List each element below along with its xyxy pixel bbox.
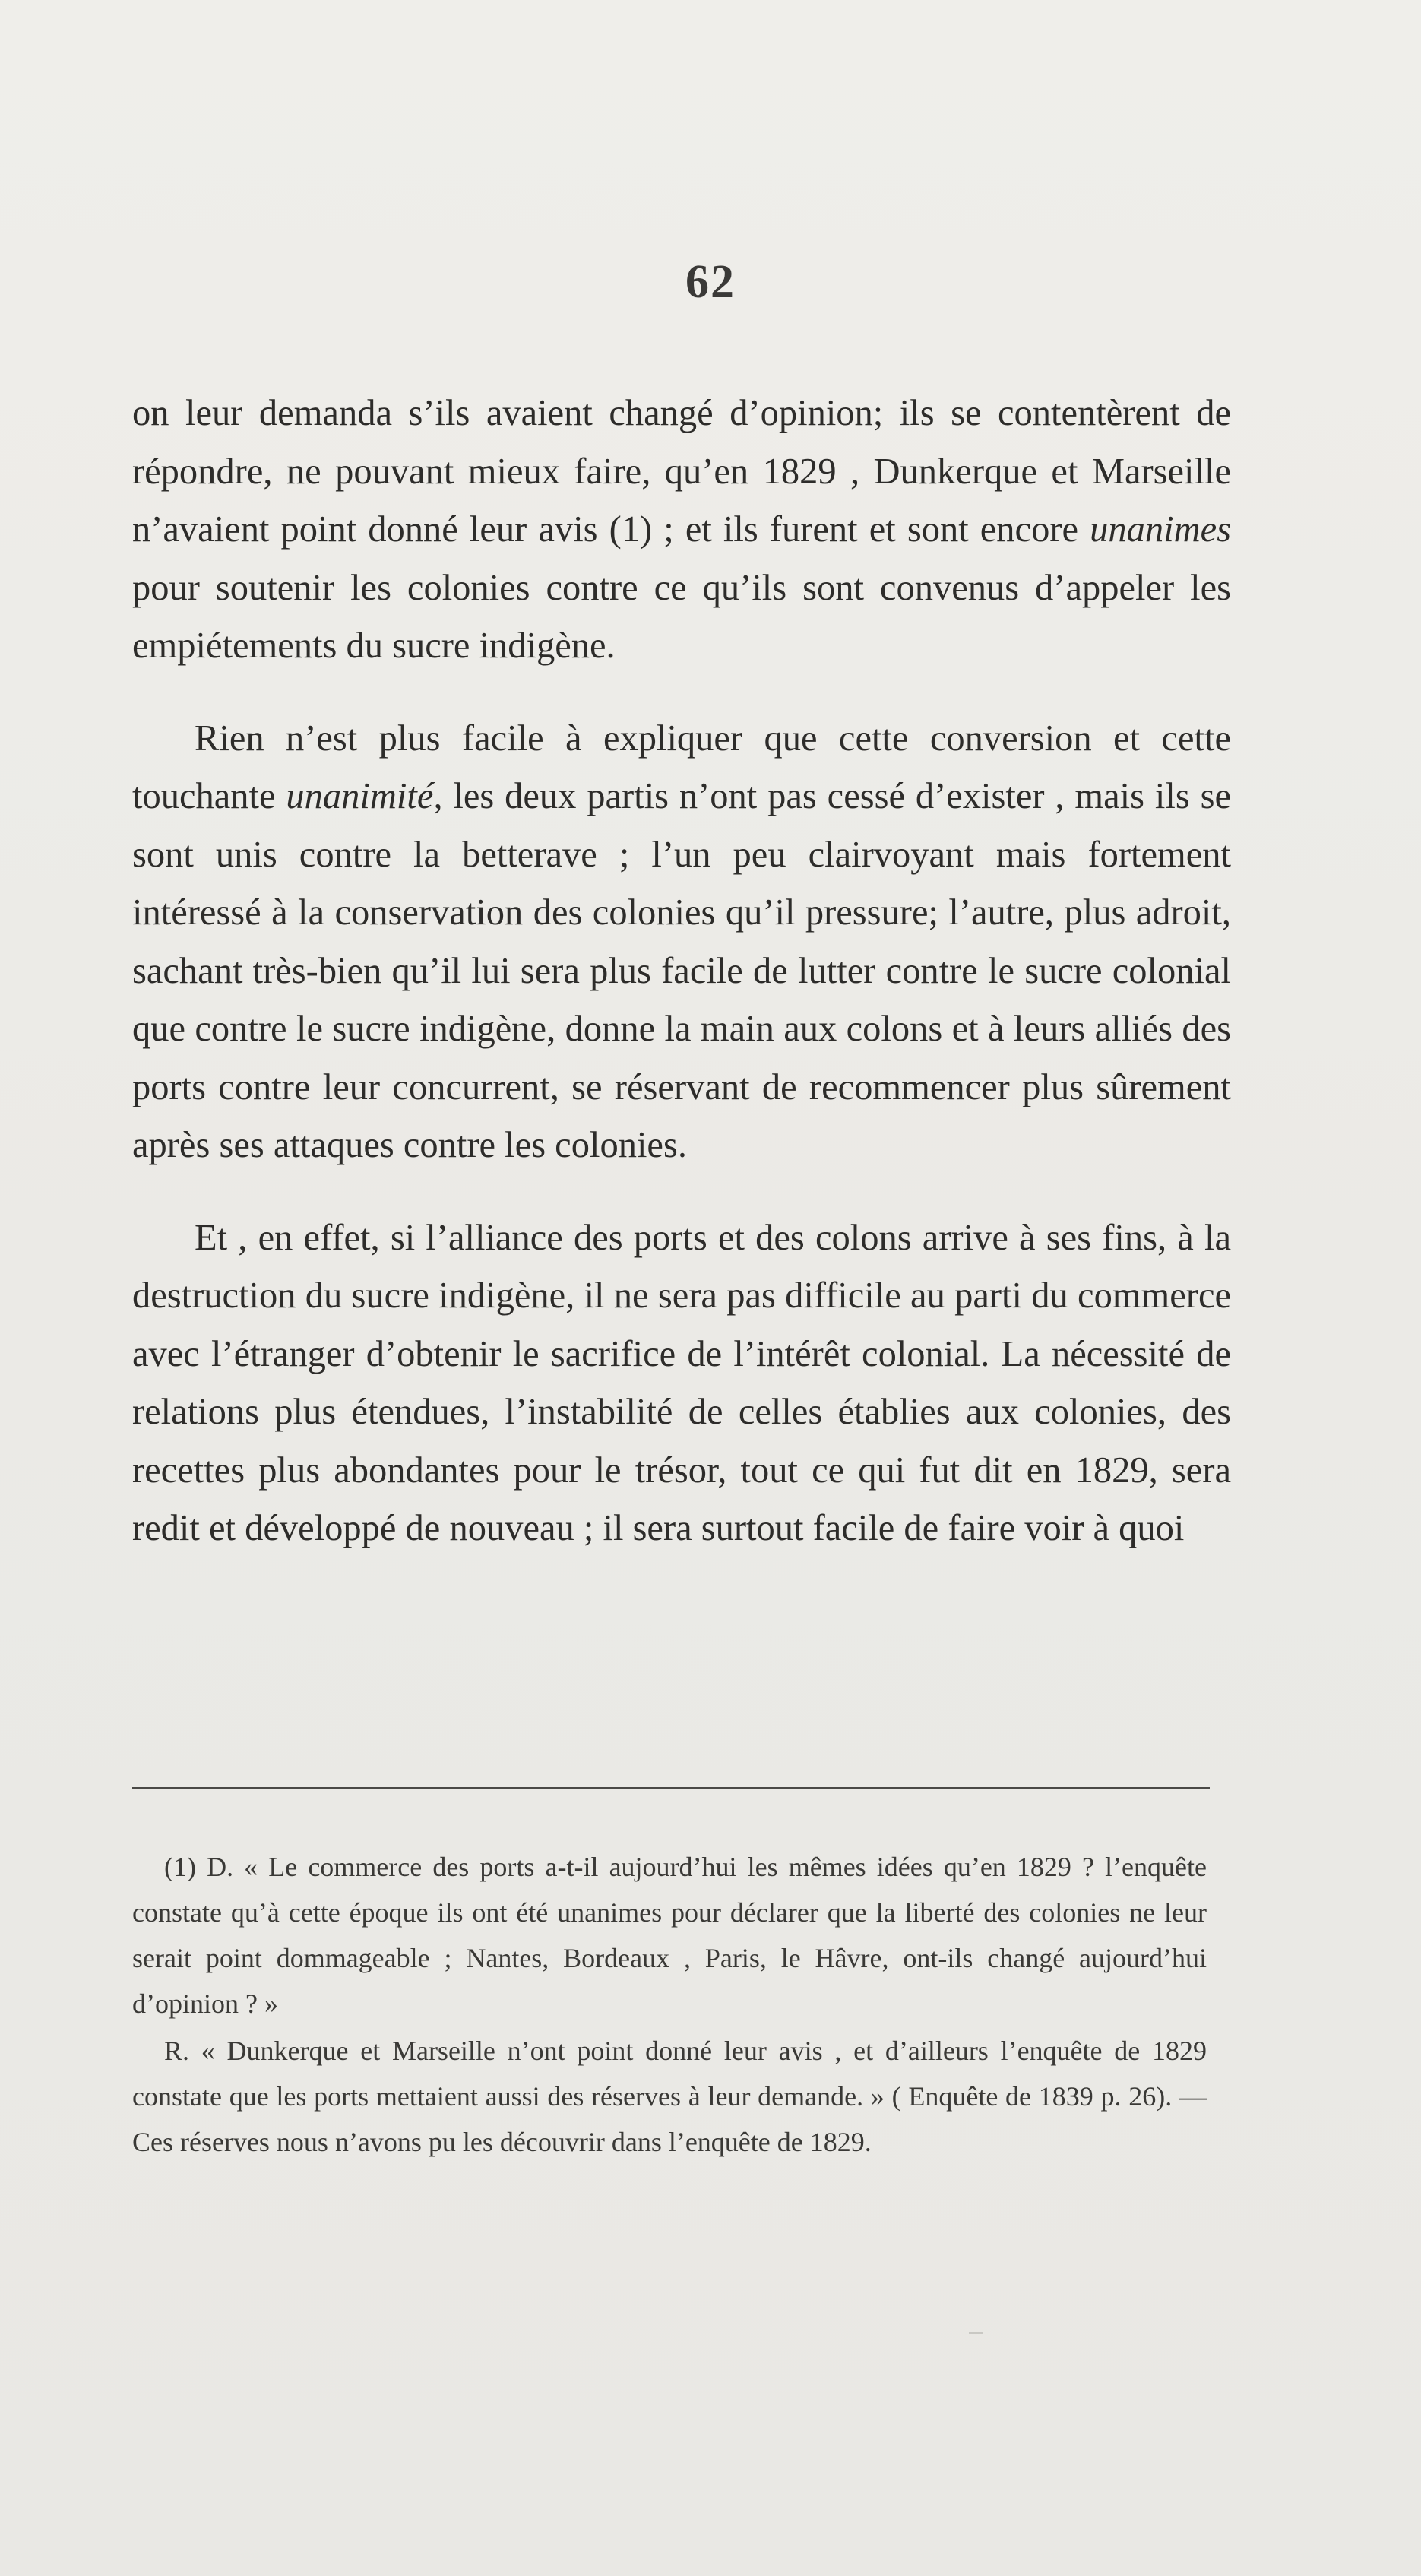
page-number: 62: [685, 256, 736, 308]
paragraph-1: on leur demanda s’ils avaient changé d’opinion; ils se contentèrent de répondre, ne pouvant mieux faire, qu’en 1829 , Dunkerque et Marseille n’avaient point donné leur avis (1) ; et ils furent et sont encore unanimes pour soutenir les colonies contre ce qu’ils sont convenus d’appeler les empiétements du sucre indigène.: [132, 393, 1231, 666]
print-mark: [969, 2332, 983, 2334]
footnote-separator-rule: [132, 1787, 1210, 1789]
footnotes: [132, 1844, 1207, 2165]
footnote-answer: R. « Dunkerque et Marseille n’ont point donné leur avis , et d’ailleurs l’enquête de 1829 constate que les ports mettaient aussi des réserves à leur demande. » ( Enquête de 1839 p. 26). — Ces réserves nous n’avons pu les découvrir dans l’enquête de 1829.: [132, 2036, 1207, 2157]
paragraph-2: Rien n’est plus facile à expliquer que cette conversion et cette touchante unanimité, les deux partis n’ont pas cessé d’exister , mais ils se sont unis contre la betterave ; l’un peu clairvoyant mais fortement intéressé à la conservation des colonies qu’il pressure; l’autre, plus adroit, sachant très-bien qu’il lui sera plus facile de lutter contre le sucre colonial que contre le sucre indigène, donne la main aux colons et à leurs alliés des ports contre leur concurrent, se réservant de recommencer plus sûrement après ses attaques contre les colonies.: [132, 718, 1232, 1165]
emphasized-word: unanimité,: [286, 776, 443, 816]
paragraph-3: Et , en effet, si l’alliance des ports et des colons arrive à ses fins, à la destruction du sucre indigène, il ne sera pas difficile au parti du commerce avec l’étranger d’obtenir le sacrifice de l’intérêt colonial. La nécessité de relations plus étendues, l’instabilité de celles établies aux colonies, des recettes plus abondantes pour le trésor, tout ce qui fut dit en 1829, sera redit et développé de nouveau ; il sera surtout facile de faire voir à quoi: [132, 1217, 1231, 1548]
main-text: [132, 385, 1231, 1558]
footnote-question: (1) D. « Le commerce des ports a-t-il aujourd’hui les mêmes idées qu’en 1829 ? l’enquête constate qu’à cette époque ils ont été unanimes pour déclarer que la liberté des colonies ne leur serait point dommageable ; Nantes, Bordeaux , Paris, le Hâvre, ont-ils changé aujourd’hui d’opinion ? »: [132, 1852, 1207, 2019]
emphasized-word: unanimes: [1090, 509, 1231, 550]
